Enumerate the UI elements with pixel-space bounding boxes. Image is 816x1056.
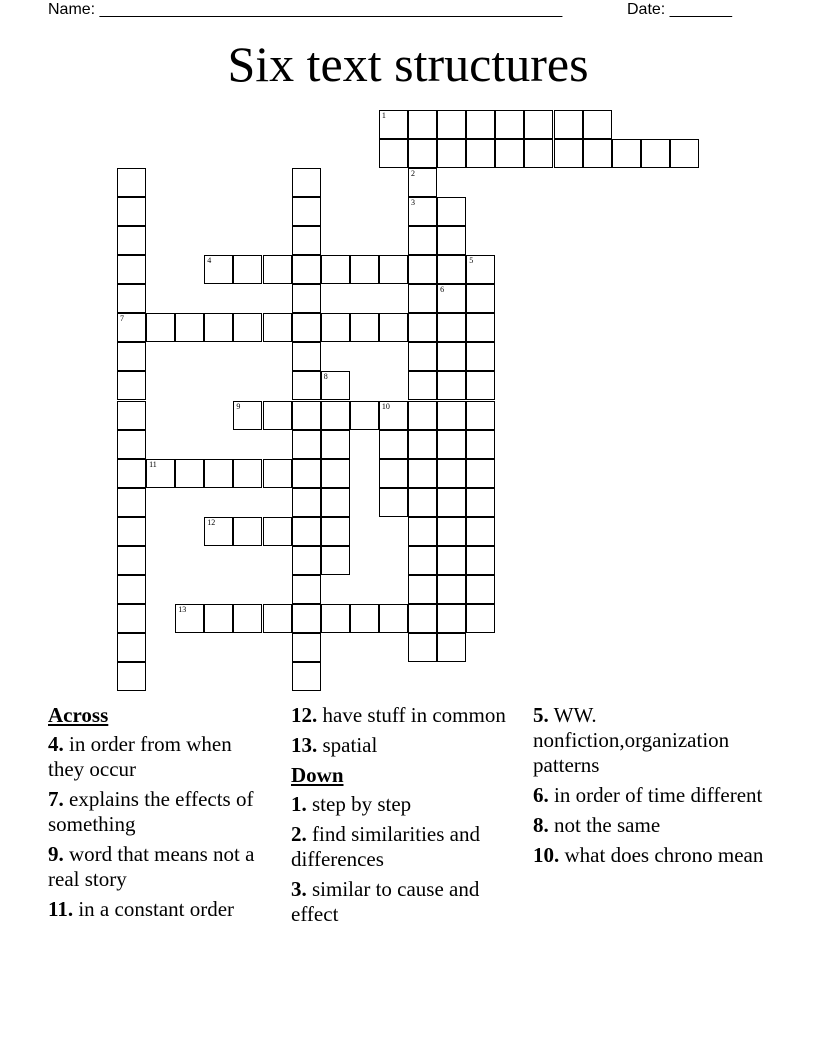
crossword-cell[interactable] xyxy=(437,430,466,459)
crossword-cell[interactable] xyxy=(437,284,466,313)
crossword-cell[interactable] xyxy=(117,226,146,255)
cell-number: 1 xyxy=(381,111,386,120)
crossword-cell[interactable] xyxy=(321,313,350,342)
crossword-cell[interactable] xyxy=(408,197,437,226)
crossword-cell[interactable] xyxy=(379,139,408,168)
crossword-cell[interactable] xyxy=(321,604,350,633)
crossword-cell[interactable] xyxy=(292,459,321,488)
crossword-cell[interactable] xyxy=(495,139,524,168)
clues-column-1 xyxy=(48,703,273,927)
crossword-cell[interactable] xyxy=(117,430,146,459)
crossword-cell[interactable] xyxy=(263,313,292,342)
crossword-cell[interactable] xyxy=(524,110,553,139)
crossword-cell[interactable] xyxy=(117,313,146,342)
crossword-cell[interactable] xyxy=(263,517,292,546)
crossword-cell[interactable] xyxy=(117,662,146,691)
crossword-cell[interactable] xyxy=(233,401,262,430)
crossword-cell[interactable] xyxy=(321,546,350,575)
crossword-cell[interactable] xyxy=(437,197,466,226)
crossword-cell[interactable] xyxy=(408,255,437,284)
cell-number: 9 xyxy=(236,401,241,411)
crossword-cell[interactable] xyxy=(292,168,321,197)
crossword-cell[interactable] xyxy=(379,110,408,139)
name-field-label: Name: ____________________________________________________ xyxy=(48,1,563,18)
crossword-cell[interactable] xyxy=(379,430,408,459)
crossword-cell[interactable] xyxy=(466,110,495,139)
clues-column-3 xyxy=(533,703,793,873)
clue-6-down: 6. in order of time different xyxy=(533,783,763,807)
crossword-cell[interactable] xyxy=(146,459,175,488)
cell-number: 12 xyxy=(207,517,216,527)
crossword-cell[interactable] xyxy=(437,226,466,255)
cell-number: 7 xyxy=(120,314,124,324)
crossword-cell[interactable] xyxy=(321,459,350,488)
crossword-cell[interactable] xyxy=(204,517,233,546)
clue-3-down: 3. similar to cause and effect xyxy=(291,877,480,926)
crossword-cell[interactable] xyxy=(263,401,292,430)
crossword-cell[interactable] xyxy=(466,313,495,342)
crossword-cell[interactable] xyxy=(466,139,495,168)
crossword-cell[interactable] xyxy=(292,488,321,517)
crossword-cell[interactable] xyxy=(204,604,233,633)
crossword-cell[interactable] xyxy=(554,139,583,168)
crossword-cell[interactable] xyxy=(379,313,408,342)
crossword-cell[interactable] xyxy=(466,488,495,517)
crossword-cell[interactable] xyxy=(408,226,437,255)
crossword-cell[interactable] xyxy=(204,459,233,488)
cell-number: 13 xyxy=(178,604,187,614)
crossword-cell[interactable] xyxy=(350,255,379,284)
crossword-cell[interactable] xyxy=(292,313,321,342)
crossword-cell[interactable] xyxy=(204,313,233,342)
crossword-cell[interactable] xyxy=(292,430,321,459)
clue-1-down: 1. step by step xyxy=(291,792,412,816)
crossword-cell[interactable] xyxy=(583,139,612,168)
crossword-cell[interactable] xyxy=(466,284,495,313)
crossword-cell[interactable] xyxy=(292,604,321,633)
crossword-cell[interactable] xyxy=(583,110,612,139)
crossword-cell[interactable] xyxy=(350,313,379,342)
crossword-cell[interactable] xyxy=(117,255,146,284)
crossword-cell[interactable] xyxy=(466,342,495,371)
crossword-cell[interactable] xyxy=(408,604,437,633)
clue-13-across: 13. spatial xyxy=(291,733,378,757)
crossword-cell[interactable] xyxy=(321,371,350,400)
crossword-cell[interactable] xyxy=(379,255,408,284)
cell-number: 2 xyxy=(411,169,415,179)
cell-number: 6 xyxy=(440,285,445,295)
crossword-cell[interactable] xyxy=(408,284,437,313)
clue-2-down: 2. find similarities and differences xyxy=(291,822,480,871)
crossword-cell[interactable] xyxy=(408,139,437,168)
crossword-cell[interactable] xyxy=(117,459,146,488)
crossword-cell[interactable] xyxy=(670,139,699,168)
crossword-cell[interactable] xyxy=(233,517,262,546)
crossword-cell[interactable] xyxy=(117,401,146,430)
crossword-cell[interactable] xyxy=(117,604,146,633)
crossword-cell[interactable] xyxy=(495,110,524,139)
crossword-cell[interactable] xyxy=(554,110,583,139)
crossword-cell[interactable] xyxy=(321,517,350,546)
crossword-cell[interactable] xyxy=(466,430,495,459)
crossword-cell[interactable] xyxy=(408,517,437,546)
crossword-cell[interactable] xyxy=(466,401,495,430)
crossword-cell[interactable] xyxy=(292,633,321,662)
crossword-cell[interactable] xyxy=(408,110,437,139)
crossword-cell[interactable] xyxy=(437,342,466,371)
crossword-cell[interactable] xyxy=(292,662,321,691)
crossword-cell[interactable] xyxy=(117,168,146,197)
crossword-cell[interactable] xyxy=(117,517,146,546)
crossword-cell[interactable] xyxy=(408,546,437,575)
crossword-cell[interactable] xyxy=(641,139,670,168)
crossword-cell[interactable] xyxy=(437,459,466,488)
crossword-cell[interactable] xyxy=(204,255,233,284)
clue-8-down: 8. not the same xyxy=(533,813,661,837)
crossword-cell[interactable] xyxy=(437,546,466,575)
crossword-cell[interactable] xyxy=(437,488,466,517)
crossword-cell[interactable] xyxy=(612,139,641,168)
clue-10-down: 10. what does chrono mean xyxy=(533,843,764,867)
crossword-cell[interactable] xyxy=(408,371,437,400)
crossword-cell[interactable] xyxy=(292,342,321,371)
crossword-cell[interactable] xyxy=(292,197,321,226)
clue-5-down: 5. WW. nonfiction,organization patterns xyxy=(533,703,730,777)
crossword-cell[interactable] xyxy=(466,575,495,604)
crossword-cell[interactable] xyxy=(437,139,466,168)
crossword-cell[interactable] xyxy=(117,342,146,371)
crossword-cell[interactable] xyxy=(263,604,292,633)
crossword-cell[interactable] xyxy=(175,604,204,633)
clue-11-across: 11. in a constant order xyxy=(48,897,235,921)
crossword-cell[interactable] xyxy=(263,255,292,284)
clue-9-across: 9. word that means not a real story xyxy=(48,842,255,891)
clues-column-2 xyxy=(291,703,516,932)
down-heading: Down xyxy=(291,763,344,787)
crossword-cell[interactable] xyxy=(233,313,262,342)
crossword-cell[interactable] xyxy=(437,575,466,604)
clue-7-across: 7. explains the effects of something xyxy=(48,787,254,836)
crossword-cell[interactable] xyxy=(117,284,146,313)
crossword-cell[interactable] xyxy=(466,371,495,400)
crossword-cell[interactable] xyxy=(292,546,321,575)
crossword-cell[interactable] xyxy=(117,633,146,662)
crossword-cell[interactable] xyxy=(321,401,350,430)
crossword-cell[interactable] xyxy=(408,430,437,459)
crossword-cell[interactable] xyxy=(466,517,495,546)
crossword-cell[interactable] xyxy=(292,284,321,313)
crossword-cell[interactable] xyxy=(437,313,466,342)
cell-number: 11 xyxy=(149,459,157,469)
crossword-cell[interactable] xyxy=(292,401,321,430)
clue-4-across: 4. in order from when they occur xyxy=(48,732,232,781)
crossword-cell[interactable] xyxy=(292,517,321,546)
crossword-cell[interactable] xyxy=(175,313,204,342)
crossword-cell[interactable] xyxy=(233,255,262,284)
crossword-cell[interactable] xyxy=(292,371,321,400)
crossword-cell[interactable] xyxy=(408,488,437,517)
crossword-cell[interactable] xyxy=(437,517,466,546)
cell-number: 10 xyxy=(381,401,390,411)
cell-number: 8 xyxy=(323,372,328,382)
crossword-cell[interactable] xyxy=(321,430,350,459)
crossword-cell[interactable] xyxy=(350,401,379,430)
crossword-cell[interactable] xyxy=(524,139,553,168)
crossword-cell[interactable] xyxy=(466,255,495,284)
crossword-cell[interactable] xyxy=(233,604,262,633)
crossword-cell[interactable] xyxy=(437,110,466,139)
crossword-cell[interactable] xyxy=(408,459,437,488)
crossword-cell[interactable] xyxy=(292,575,321,604)
cell-number: 4 xyxy=(207,256,212,266)
crossword-cell[interactable] xyxy=(146,313,175,342)
crossword-cell[interactable] xyxy=(321,488,350,517)
crossword-cell[interactable] xyxy=(437,371,466,400)
crossword-cell[interactable] xyxy=(321,255,350,284)
crossword-cell[interactable] xyxy=(437,633,466,662)
clue-12-across: 12. have stuff in common xyxy=(291,703,506,727)
crossword-cell[interactable] xyxy=(379,401,408,430)
crossword-cell[interactable] xyxy=(117,546,146,575)
crossword-cell[interactable] xyxy=(466,604,495,633)
crossword-cell[interactable] xyxy=(379,459,408,488)
crossword-cell[interactable] xyxy=(408,342,437,371)
crossword-cell[interactable] xyxy=(466,546,495,575)
crossword-cell[interactable] xyxy=(292,255,321,284)
crossword-cell[interactable] xyxy=(117,197,146,226)
crossword-cell[interactable] xyxy=(408,401,437,430)
crossword-cell[interactable] xyxy=(437,255,466,284)
crossword-cell[interactable] xyxy=(408,168,437,197)
page-title: Six text structures xyxy=(227,36,589,92)
cell-number: 3 xyxy=(411,198,415,208)
across-heading: Across xyxy=(48,703,109,727)
cell-number: 5 xyxy=(469,256,474,266)
crossword-cell[interactable] xyxy=(117,575,146,604)
crossword-cell[interactable] xyxy=(292,226,321,255)
crossword-cell[interactable] xyxy=(117,488,146,517)
crossword-cell[interactable] xyxy=(379,604,408,633)
crossword-cell[interactable] xyxy=(175,459,204,488)
crossword-cell[interactable] xyxy=(437,604,466,633)
crossword-cell[interactable] xyxy=(437,401,466,430)
crossword-cell[interactable] xyxy=(117,371,146,400)
crossword-cell[interactable] xyxy=(263,459,292,488)
crossword-cell[interactable] xyxy=(350,604,379,633)
crossword-cell[interactable] xyxy=(408,633,437,662)
crossword-cell[interactable] xyxy=(408,313,437,342)
crossword-cell[interactable] xyxy=(408,575,437,604)
date-field-label: Date: _______ xyxy=(627,1,732,18)
crossword-cell[interactable] xyxy=(233,459,262,488)
crossword-cell[interactable] xyxy=(379,488,408,517)
crossword-cell[interactable] xyxy=(466,459,495,488)
